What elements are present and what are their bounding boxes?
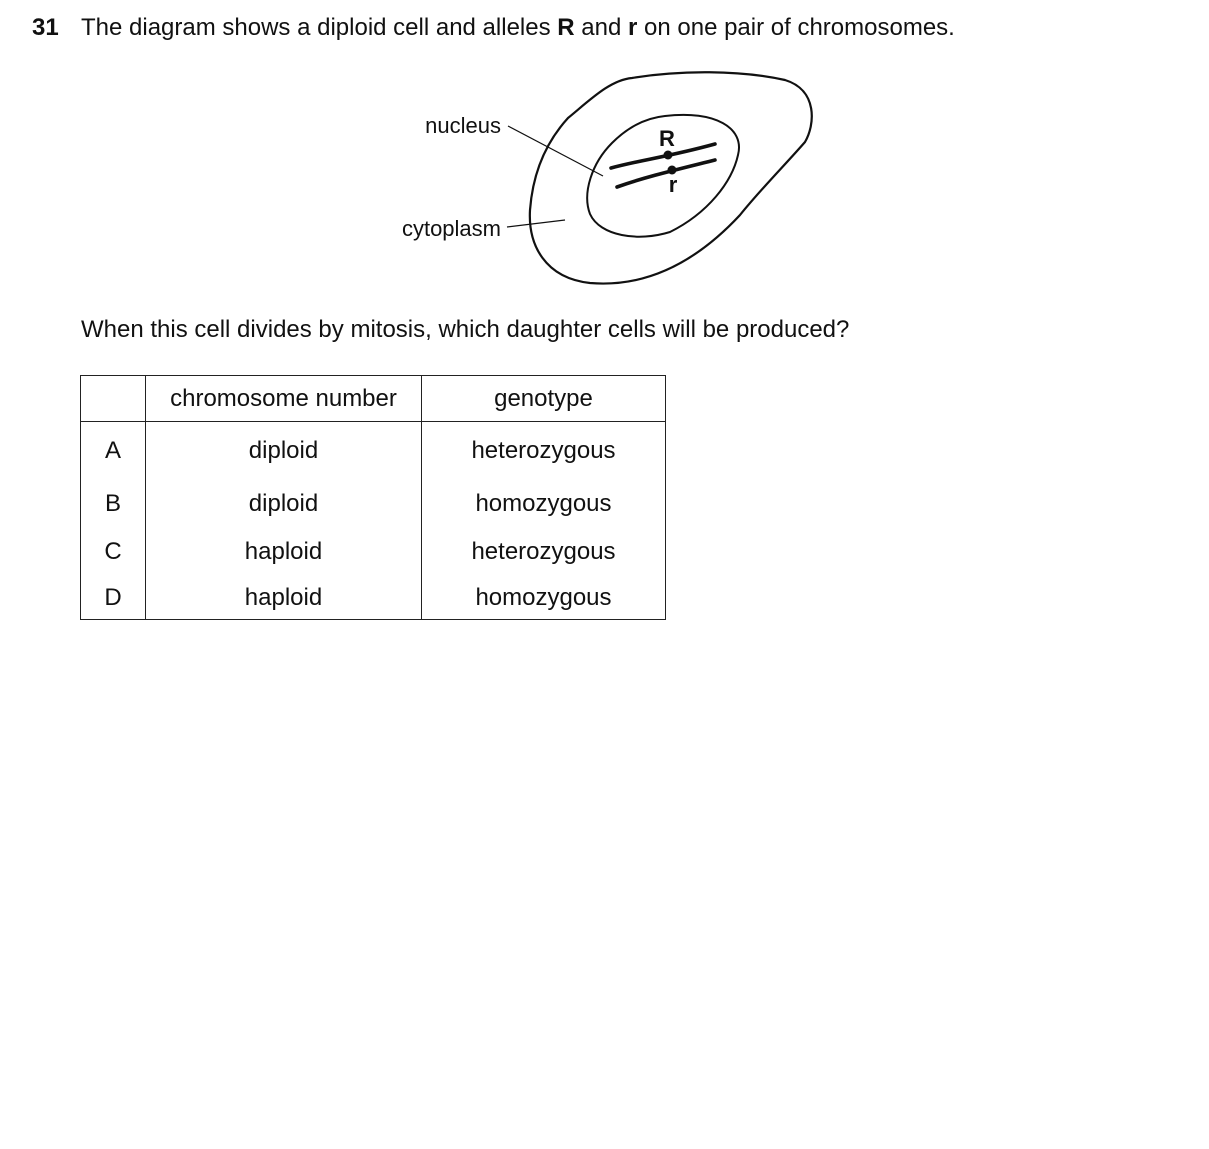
option-letter: C <box>81 528 146 576</box>
header-genotype: genotype <box>422 376 666 422</box>
table-row[interactable] <box>81 528 666 576</box>
allele-recessive: r <box>628 14 638 41</box>
genotype-cell: heterozygous <box>422 422 666 481</box>
option-letter: B <box>81 480 146 528</box>
table-row[interactable] <box>81 480 666 528</box>
option-letter: D <box>81 576 146 620</box>
table-row[interactable] <box>81 422 666 481</box>
chromosome-number-cell: haploid <box>146 576 422 620</box>
header-chromosome-number: chromosome number <box>146 376 422 422</box>
chromosome-number-cell: diploid <box>146 422 422 481</box>
allele-r-label: r <box>668 172 678 197</box>
allele-dominant: R <box>557 14 575 41</box>
genotype-cell: homozygous <box>422 480 666 528</box>
cell-diagram <box>380 60 830 300</box>
allele-R-locus <box>664 151 673 160</box>
chromosome-number-cell: haploid <box>146 528 422 576</box>
chromosome-number-cell: diploid <box>146 480 422 528</box>
header-letter <box>81 376 146 422</box>
cytoplasm-label: cytoplasm <box>401 216 501 241</box>
answer-options-table <box>80 375 666 620</box>
nucleus-label: nucleus <box>425 113 501 138</box>
table-header-row <box>81 376 666 422</box>
allele-R-label: R <box>659 126 675 151</box>
stem-text-1: The diagram shows a diploid cell and alleles <box>81 14 558 41</box>
option-letter: A <box>81 422 146 481</box>
genotype-cell: homozygous <box>422 576 666 620</box>
question-prompt: When this cell divides by mitosis, which daughter cells will be produced? <box>81 316 850 343</box>
genotype-cell: heterozygous <box>422 528 666 576</box>
question-number: 31 <box>32 14 59 41</box>
table-row[interactable] <box>81 576 666 620</box>
question-stem <box>81 14 955 42</box>
stem-text-2: and <box>574 14 628 41</box>
cytoplasm-leader-line <box>507 220 565 227</box>
stem-text-3: on one pair of chromosomes. <box>637 14 955 41</box>
